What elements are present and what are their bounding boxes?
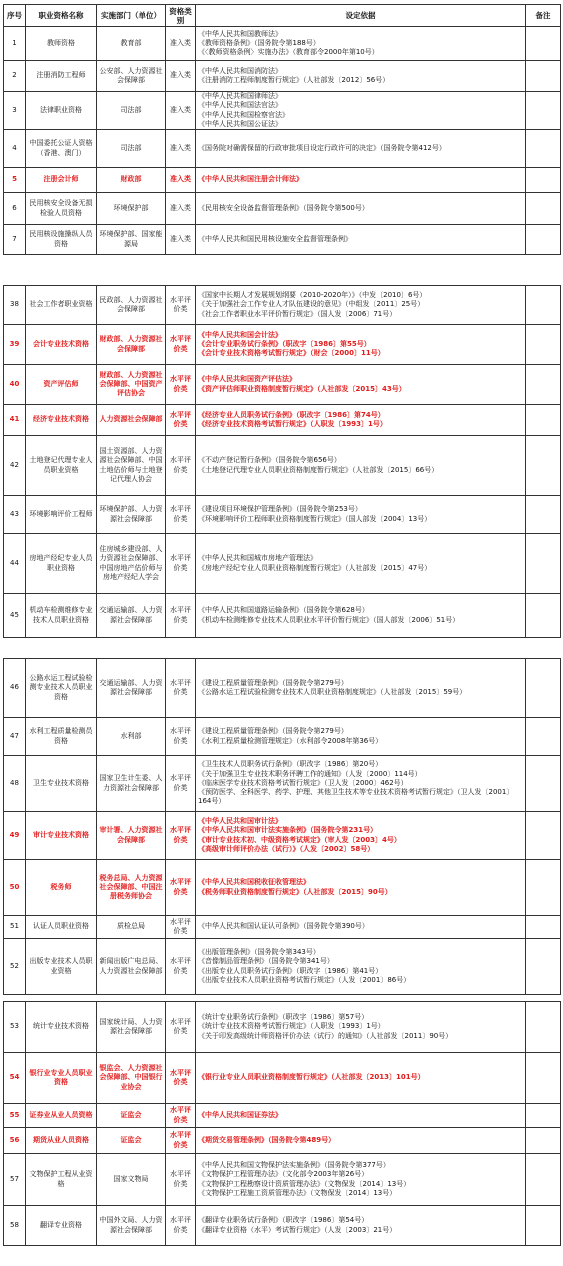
table-row: [4, 325, 561, 365]
cell-dept: 环境保护部、国家能源局: [97, 225, 166, 255]
table-row: [4, 286, 561, 325]
cell-seq: 3: [4, 92, 26, 130]
qualification-table-part-2: [3, 285, 561, 638]
cell-note: [526, 168, 561, 193]
cell-note: [526, 325, 561, 365]
cell-note: [526, 496, 561, 534]
cell-note: [526, 1128, 561, 1154]
cell-category: 准入类: [166, 130, 196, 168]
cell-basis: 《中华人民共和国城市房地产管理法》 《房地产经纪专业人员职业资格制度暂行规定》（人社部发〔2015〕47号）: [196, 534, 526, 594]
table-row: [4, 496, 561, 534]
cell-category: 水平评价类: [166, 325, 196, 365]
cell-dept: 教育部: [97, 27, 166, 61]
table-row: [4, 860, 561, 916]
cell-basis: 《民用核安全设备监督管理条例》（国务院令第500号）: [196, 193, 526, 225]
cell-note: [526, 193, 561, 225]
cell-dept: 质检总局: [97, 916, 166, 939]
cell-seq: 55: [4, 1104, 26, 1128]
cell-note: [526, 916, 561, 939]
cell-dept: 司法部: [97, 130, 166, 168]
cell-note: [526, 130, 561, 168]
cell-category: 准入类: [166, 193, 196, 225]
table-row: [4, 939, 561, 995]
header-category: 资格类别: [166, 5, 196, 27]
cell-category: 水平评价类: [166, 534, 196, 594]
table-row: [4, 756, 561, 812]
cell-basis: 《中华人民共和国教师法》 《教师资格条例》（国务院令第188号） 《〈教师资格条例〉实施办法》（教育部令2000年第10号）: [196, 27, 526, 61]
table-body: [4, 659, 561, 995]
cell-name: 卫生专业技术资格: [26, 756, 97, 812]
cell-name: 注册消防工程师: [26, 61, 97, 92]
table-row: [4, 61, 561, 92]
table-row: [4, 1154, 561, 1206]
cell-note: [526, 718, 561, 756]
table-row: [4, 659, 561, 718]
cell-name: 法律职业资格: [26, 92, 97, 130]
table-row: [4, 405, 561, 436]
table-body: [4, 286, 561, 638]
cell-note: [526, 659, 561, 718]
cell-name: 教师资格: [26, 27, 97, 61]
cell-category: 水平评价类: [166, 405, 196, 436]
cell-category: 水平评价类: [166, 436, 196, 496]
cell-seq: 4: [4, 130, 26, 168]
cell-category: 水平评价类: [166, 916, 196, 939]
cell-basis: 《不动产登记暂行条例》（国务院令第656号） 《土地登记代理专业人员职业资格制度暂行规定》（人社部发〔2015〕66号）: [196, 436, 526, 496]
cell-category: 水平评价类: [166, 939, 196, 995]
cell-seq: 51: [4, 916, 26, 939]
table-row: [4, 168, 561, 193]
cell-seq: 57: [4, 1154, 26, 1206]
cell-note: [526, 286, 561, 325]
cell-category: 水平评价类: [166, 1002, 196, 1053]
cell-seq: 5: [4, 168, 26, 193]
cell-basis: 《建设工程质量管理条例》（国务院令第279号） 《公路水运工程试验检测专业技术人员职业资格制度规定》（人社部发〔2015〕59号）: [196, 659, 526, 718]
header-dept: 实施部门（单位）: [97, 5, 166, 27]
cell-dept: 司法部: [97, 92, 166, 130]
qualification-table-part-3: [3, 658, 561, 995]
cell-basis: 《中华人民共和国文物保护法实施条例》（国务院令第377号） 《文物保护工程管理办法》（文化部令2003年第26号） 《文物保护工程勘察设计资质管理办法》（文物保发〔2014〕13号） 《文物保护工程施工资质管理办法》（文物保发〔2014〕13号）: [196, 1154, 526, 1206]
cell-note: [526, 61, 561, 92]
cell-basis: 《翻译专业职务试行条例》（职改字〔1986〕第54号） 《翻译专业资格（水平）考试暂行规定》（人发〔2003〕21号）: [196, 1206, 526, 1246]
cell-category: 水平评价类: [166, 1104, 196, 1128]
table-row: [4, 594, 561, 638]
cell-dept: 公安部、人力资源社会保障部: [97, 61, 166, 92]
cell-name: 审计专业技术资格: [26, 812, 97, 860]
cell-seq: 1: [4, 27, 26, 61]
table-row: [4, 534, 561, 594]
cell-name: 会计专业技术资格: [26, 325, 97, 365]
cell-name: 统计专业技术资格: [26, 1002, 97, 1053]
cell-name: 中国委托公证人资格（香港、澳门）: [26, 130, 97, 168]
cell-dept: 水利部: [97, 718, 166, 756]
cell-dept: 国家文物局: [97, 1154, 166, 1206]
table-row: [4, 130, 561, 168]
cell-note: [526, 594, 561, 638]
cell-category: 水平评价类: [166, 718, 196, 756]
cell-dept: 财政部: [97, 168, 166, 193]
cell-category: 准入类: [166, 61, 196, 92]
cell-basis: 《中华人民共和国税收征收管理法》 《税务师职业资格制度暂行规定》（人社部发〔2015〕90号）: [196, 860, 526, 916]
cell-note: [526, 365, 561, 405]
cell-category: 准入类: [166, 27, 196, 61]
cell-note: [526, 812, 561, 860]
cell-note: [526, 1206, 561, 1246]
table-row: [4, 436, 561, 496]
cell-dept: 新闻出版广电总局、人力资源社会保障部: [97, 939, 166, 995]
cell-seq: 53: [4, 1002, 26, 1053]
cell-basis: 《中华人民共和国审计法》 《中华人民共和国审计法实施条例》（国务院令第231号） 《审计专业技术初、中级资格考试规定》（审人发〔2003〕4号） 《高级审计师评价办法（试行）》（人发〔2002〕58号）: [196, 812, 526, 860]
cell-basis: 《建设工程质量管理条例》（国务院令第279号） 《水利工程质量检测管理规定》（水利部令2008年第36号）: [196, 718, 526, 756]
cell-category: 水平评价类: [166, 1154, 196, 1206]
cell-seq: 2: [4, 61, 26, 92]
cell-basis: 《期货交易管理条例》（国务院令第489号）: [196, 1128, 526, 1154]
cell-dept: 环境保护部、人力资源社会保障部: [97, 496, 166, 534]
cell-category: 水平评价类: [166, 1128, 196, 1154]
table-row: [4, 916, 561, 939]
table-row: [4, 193, 561, 225]
table-body: [4, 27, 561, 255]
cell-seq: 45: [4, 594, 26, 638]
cell-dept: 银监会、人力资源社会保障部、中国银行业协会: [97, 1053, 166, 1104]
cell-basis: 《中华人民共和国认证认可条例》（国务院令第390号）: [196, 916, 526, 939]
cell-note: [526, 939, 561, 995]
cell-note: [526, 92, 561, 130]
cell-category: 准入类: [166, 225, 196, 255]
cell-dept: 民政部、人力资源社会保障部: [97, 286, 166, 325]
cell-seq: 46: [4, 659, 26, 718]
cell-name: 认证人员职业资格: [26, 916, 97, 939]
cell-note: [526, 1154, 561, 1206]
cell-note: [526, 860, 561, 916]
cell-dept: 国土资源部、人力资源社会保障部、中国土地估价师与土地登记代理人协会: [97, 436, 166, 496]
cell-dept: 交通运输部、人力资源社会保障部: [97, 594, 166, 638]
cell-name: 民用核设施操纵人员资格: [26, 225, 97, 255]
cell-seq: 44: [4, 534, 26, 594]
cell-name: 土地登记代理专业人员职业资格: [26, 436, 97, 496]
cell-dept: 国家卫生计生委、人力资源社会保障部: [97, 756, 166, 812]
cell-seq: 56: [4, 1128, 26, 1154]
cell-note: [526, 1053, 561, 1104]
cell-seq: 39: [4, 325, 26, 365]
cell-category: 水平评价类: [166, 365, 196, 405]
cell-name: 机动车检测维修专业技术人员职业资格: [26, 594, 97, 638]
cell-basis: 《中华人民共和国道路运输条例》（国务院令第628号） 《机动车检测维修专业技术人员职业水平评价暂行规定》（国人部发〔2006〕51号）: [196, 594, 526, 638]
cell-dept: 税务总局、人力资源社会保障部、中国注册税务师协会: [97, 860, 166, 916]
cell-category: 水平评价类: [166, 1206, 196, 1246]
cell-basis: 《国务院对确需保留的行政审批项目设定行政许可的决定》（国务院令第412号）: [196, 130, 526, 168]
cell-name: 房地产经纪专业人员职业资格: [26, 534, 97, 594]
cell-seq: 41: [4, 405, 26, 436]
cell-category: 水平评价类: [166, 860, 196, 916]
table-row: [4, 1053, 561, 1104]
table-body: [4, 1002, 561, 1246]
cell-dept: 财政部、人力资源社会保障部: [97, 325, 166, 365]
cell-dept: 环境保护部: [97, 193, 166, 225]
cell-dept: 中国外文局、人力资源社会保障部: [97, 1206, 166, 1246]
table-row: [4, 27, 561, 61]
cell-note: [526, 405, 561, 436]
cell-seq: 7: [4, 225, 26, 255]
table-row: [4, 92, 561, 130]
cell-dept: 住房城乡建设部、人力资源社会保障部、中国房地产估价师与房地产经纪人学会: [97, 534, 166, 594]
table-row: [4, 1128, 561, 1154]
table-header-row: [4, 5, 561, 27]
cell-basis: 《中华人民共和国证券法》: [196, 1104, 526, 1128]
cell-seq: 38: [4, 286, 26, 325]
cell-name: 翻译专业资格: [26, 1206, 97, 1246]
cell-name: 经济专业技术资格: [26, 405, 97, 436]
cell-seq: 42: [4, 436, 26, 496]
cell-category: 水平评价类: [166, 812, 196, 860]
qualification-table-part-4: [3, 1001, 561, 1246]
cell-category: 水平评价类: [166, 286, 196, 325]
cell-note: [526, 1002, 561, 1053]
cell-basis: 《中华人民共和国会计法》 《会计专业职务试行条例》（职改字〔1986〕第55号） 《会计专业技术资格考试暂行规定》（财会〔2000〕11号）: [196, 325, 526, 365]
cell-seq: 58: [4, 1206, 26, 1246]
qualification-table-part-1: [3, 4, 561, 255]
cell-dept: 审计署、人力资源社会保障部: [97, 812, 166, 860]
cell-basis: 《国家中长期人才发展规划纲要（2010-2020年）》（中发〔2010〕6号） 《关于加强社会工作专业人才队伍建设的意见》（中组发〔2011〕25号） 《社会工作者职业水平评价暂行规定》（国人发〔2006〕71号）: [196, 286, 526, 325]
cell-name: 文物保护工程从业资格: [26, 1154, 97, 1206]
cell-name: 税务师: [26, 860, 97, 916]
cell-category: 水平评价类: [166, 594, 196, 638]
cell-basis: 《卫生技术人员职务试行条例》（职改字〔1986〕第20号） 《关于加强卫生专业技术职务评聘工作的通知》（人发〔2000〕114号） 《临床医学专业技术资格考试暂行规定》（卫人发〔2000〕462号） 《预防医学、全科医学、药学、护理、其他卫生技术等专业技术资格考试暂行规定》（卫人发〔2001〕164号）: [196, 756, 526, 812]
table-row: [4, 1206, 561, 1246]
cell-basis: 《统计专业职务试行条例》（职改字〔1986〕第57号） 《统计专业技术资格考试暂行规定》（人职发〔1993〕1号） 《关于印发高级统计师资格评价办法（试行）的通知》（人社部发〔2011〕90号）: [196, 1002, 526, 1053]
cell-note: [526, 1104, 561, 1128]
cell-seq: 54: [4, 1053, 26, 1104]
cell-basis: 《银行业专业人员职业资格制度暂行规定》（人社部发〔2013〕101号）: [196, 1053, 526, 1104]
table-row: [4, 225, 561, 255]
table-row: [4, 812, 561, 860]
cell-name: 证券业从业人员资格: [26, 1104, 97, 1128]
header-name: 职业资格名称: [26, 5, 97, 27]
cell-seq: 40: [4, 365, 26, 405]
cell-category: 水平评价类: [166, 756, 196, 812]
cell-seq: 52: [4, 939, 26, 995]
table-row: [4, 1002, 561, 1053]
cell-basis: 《中华人民共和国资产评估法》 《资产评估师职业资格制度暂行规定》（人社部发〔2015〕43号）: [196, 365, 526, 405]
cell-category: 准入类: [166, 92, 196, 130]
cell-seq: 47: [4, 718, 26, 756]
cell-note: [526, 27, 561, 61]
cell-name: 社会工作者职业资格: [26, 286, 97, 325]
cell-seq: 6: [4, 193, 26, 225]
cell-seq: 43: [4, 496, 26, 534]
cell-note: [526, 534, 561, 594]
header-seq: 序号: [4, 5, 26, 27]
cell-dept: 人力资源社会保障部: [97, 405, 166, 436]
cell-seq: 50: [4, 860, 26, 916]
cell-category: 准入类: [166, 168, 196, 193]
cell-basis: 《中华人民共和国消防法》 《注册消防工程师制度暂行规定》（人社部发〔2012〕56号）: [196, 61, 526, 92]
table-row: [4, 1104, 561, 1128]
cell-basis: 《中华人民共和国注册会计师法》: [196, 168, 526, 193]
cell-name: 环境影响评价工程师: [26, 496, 97, 534]
cell-basis: 《经济专业人员职务试行条例》（职改字〔1986〕第74号） 《经济专业技术资格考试暂行规定》（人职发〔1993〕1号）: [196, 405, 526, 436]
cell-note: [526, 436, 561, 496]
cell-name: 水利工程质量检测员资格: [26, 718, 97, 756]
table-row: [4, 718, 561, 756]
cell-category: 水平评价类: [166, 496, 196, 534]
cell-category: 水平评价类: [166, 659, 196, 718]
cell-category: 水平评价类: [166, 1053, 196, 1104]
cell-basis: 《出版管理条例》（国务院令第343号） 《音像制品管理条例》（国务院令第341号） 《出版专业人员职务试行条例》（职改字〔1986〕第41号） 《出版专业技术人员职业资格考试暂行规定》（人发〔2001〕86号）: [196, 939, 526, 995]
cell-dept: 证监会: [97, 1128, 166, 1154]
cell-dept: 财政部、人力资源社会保障部、中国资产评估协会: [97, 365, 166, 405]
cell-basis: 《中华人民共和国民用核设施安全监督管理条例》: [196, 225, 526, 255]
cell-name: 银行业专业人员职业资格: [26, 1053, 97, 1104]
cell-note: [526, 225, 561, 255]
header-basis: 设定依据: [196, 5, 526, 27]
cell-dept: 国家统计局、人力资源社会保障部: [97, 1002, 166, 1053]
cell-basis: 《建设项目环境保护管理条例》（国务院令第253号） 《环境影响评价工程师职业资格制度暂行规定》（国人部发〔2004〕13号）: [196, 496, 526, 534]
cell-name: 出版专业技术人员职业资格: [26, 939, 97, 995]
cell-name: 期货从业人员资格: [26, 1128, 97, 1154]
table-row: [4, 365, 561, 405]
cell-note: [526, 756, 561, 812]
cell-seq: 48: [4, 756, 26, 812]
cell-dept: 交通运输部、人力资源社会保障部: [97, 659, 166, 718]
cell-name: 公路水运工程试验检测专业技术人员职业资格: [26, 659, 97, 718]
cell-name: 民用核安全设备无损检验人员资格: [26, 193, 97, 225]
header-note: 备注: [526, 5, 561, 27]
cell-name: 注册会计师: [26, 168, 97, 193]
cell-seq: 49: [4, 812, 26, 860]
cell-basis: 《中华人民共和国律师法》 《中华人民共和国法官法》 《中华人民共和国检察官法》 《中华人民共和国公证法》: [196, 92, 526, 130]
cell-name: 资产评估师: [26, 365, 97, 405]
cell-dept: 证监会: [97, 1104, 166, 1128]
